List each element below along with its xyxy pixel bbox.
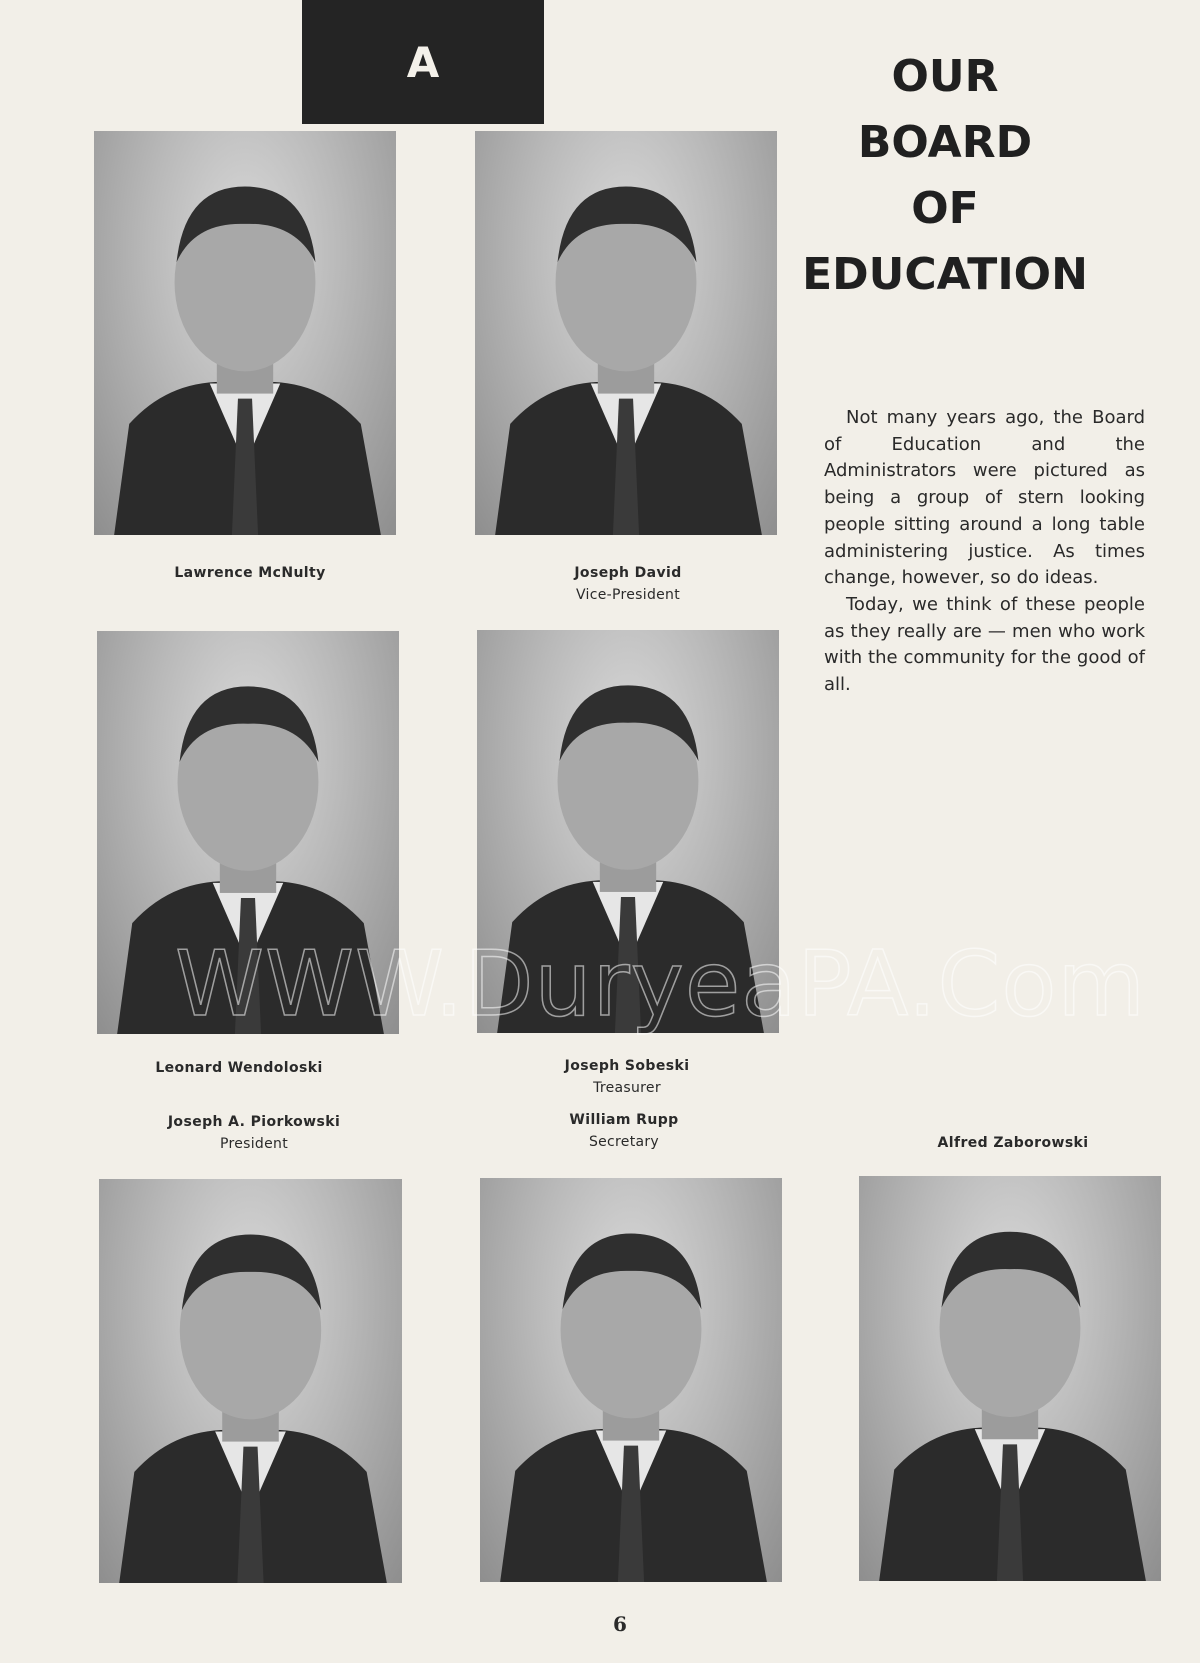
portrait-photo <box>99 1179 402 1583</box>
member-name: Joseph A. Piorkowski <box>167 1114 341 1130</box>
portrait-silhouette <box>480 1178 782 1582</box>
portrait-photo <box>475 131 777 535</box>
member-role: President <box>219 1136 288 1152</box>
portrait-silhouette <box>99 1179 402 1583</box>
page-number: 6 <box>613 1612 627 1636</box>
title-line: OUR <box>891 51 999 102</box>
member-name: William Rupp <box>569 1112 679 1128</box>
portrait-photo <box>94 131 396 535</box>
member-role: Vice-President <box>575 587 681 603</box>
member-caption <box>477 1055 777 1099</box>
portrait-silhouette <box>94 131 396 535</box>
member-caption <box>863 1132 1163 1154</box>
member-name: Joseph Sobeski <box>564 1058 690 1074</box>
member-caption <box>478 562 778 606</box>
portrait-silhouette <box>97 631 399 1034</box>
portrait-photo <box>480 1178 782 1582</box>
member-name: Lawrence McNulty <box>174 565 326 581</box>
portrait-photo <box>477 630 779 1033</box>
member-name: Leonard Wendoloski <box>155 1060 323 1076</box>
title-line: BOARD <box>857 117 1033 168</box>
member-caption <box>100 562 400 584</box>
member-name: Alfred Zaborowski <box>937 1135 1089 1151</box>
title-line: OF <box>911 183 979 234</box>
member-caption <box>104 1111 404 1155</box>
member-name: Joseph David <box>574 565 682 581</box>
section-tab <box>302 0 544 124</box>
member-role: Secretary <box>588 1134 660 1150</box>
portrait-silhouette <box>859 1176 1161 1581</box>
portrait-photo <box>859 1176 1161 1581</box>
page-title <box>800 44 1090 308</box>
section-letter: A <box>406 37 440 87</box>
title-line: EDUCATION <box>802 249 1088 300</box>
member-caption <box>474 1109 774 1153</box>
member-caption <box>89 1057 389 1079</box>
intro-paragraph: Today, we think of these people as they really are — men who work with the community for the good of all. <box>824 593 1145 696</box>
member-role: Treasurer <box>593 1080 661 1096</box>
portrait-photo <box>97 631 399 1034</box>
portrait-silhouette <box>475 131 777 535</box>
intro-text <box>824 405 1145 699</box>
intro-paragraph: Not many years ago, the Board of Education and the Administrators were pictured as being a group of stern looking people sitting around a long table administering justice. As times change, however, so do ideas. <box>824 407 1145 589</box>
portrait-silhouette <box>477 630 779 1033</box>
